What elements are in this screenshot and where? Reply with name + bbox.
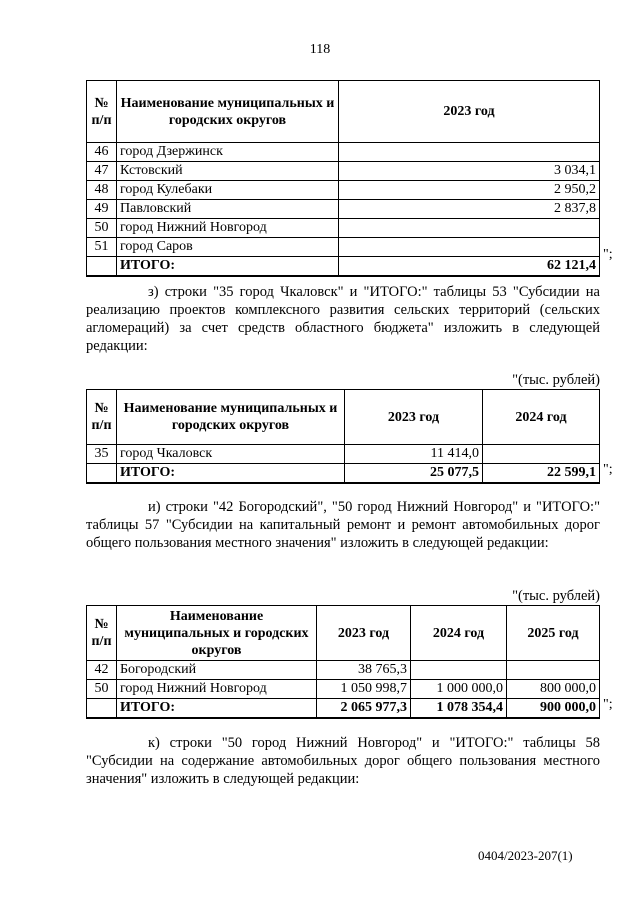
total-label: ИТОГО: [117, 699, 317, 719]
header-number: № п/п [87, 81, 117, 143]
table-3-closing-quote: "; [603, 697, 613, 712]
total-label: ИТОГО: [117, 257, 339, 277]
row-value [339, 219, 600, 238]
row-value-2023: 11 414,0 [345, 445, 483, 464]
table-row [87, 680, 600, 699]
paragraph-k [86, 734, 600, 788]
row-number: 51 [87, 238, 117, 257]
header-name: Наименование муниципальных и городских округов [117, 390, 345, 445]
total-number [87, 464, 117, 484]
row-value: 2 950,2 [339, 181, 600, 200]
row-number: 48 [87, 181, 117, 200]
paragraph-k-text: к) строки "50 город Нижний Новгород" и "ИТОГО:" таблицы 58 "Субсидии на содержание автомобильных дорог общего пользования местного значения" изложить в следующей редакции: [86, 735, 600, 787]
row-number: 42 [87, 661, 117, 680]
total-row [87, 257, 600, 277]
total-label: ИТОГО: [117, 464, 345, 484]
document-number: 0404/2023-207(1) [478, 848, 573, 863]
row-value-2025: 800 000,0 [507, 680, 600, 699]
header-number: № п/п [87, 606, 117, 661]
table-row [87, 238, 600, 257]
row-value-2024 [411, 661, 507, 680]
row-name: город Саров [117, 238, 339, 257]
total-number [87, 699, 117, 719]
unit-label-i: "(тыс. рублей) [512, 588, 600, 604]
row-value: 3 034,1 [339, 162, 600, 181]
header-name: Наименование муниципальных и городских округов [117, 606, 317, 661]
table-row [87, 143, 600, 162]
row-value [339, 238, 600, 257]
paragraph-i-text: и) строки "42 Богородский", "50 город Нижний Новгород" и "ИТОГО:" таблицы 57 "Субсидии на капитальный ремонт и ремонт автомобильных дорог общего пользования местного значения" изложить в следующей редакции: [86, 499, 600, 551]
row-number: 47 [87, 162, 117, 181]
page-number: 118 [309, 42, 331, 57]
row-name: город Нижний Новгород [117, 219, 339, 238]
paragraph-i [86, 498, 600, 552]
total-value-2023: 25 077,5 [345, 464, 483, 484]
table-row [87, 445, 600, 464]
table-2-closing-quote: "; [603, 462, 613, 477]
total-row [87, 464, 600, 484]
row-name: город Кулебаки [117, 181, 339, 200]
row-value-2023: 1 050 998,7 [317, 680, 411, 699]
table-row [87, 200, 600, 219]
header-2025: 2025 год [507, 606, 600, 661]
total-value: 62 121,4 [339, 257, 600, 277]
table-2 [86, 389, 600, 484]
row-name: Кстовский [117, 162, 339, 181]
row-name: город Нижний Новгород [117, 680, 317, 699]
row-name: Богородский [117, 661, 317, 680]
row-number: 49 [87, 200, 117, 219]
header-2023: 2023 год [317, 606, 411, 661]
table-1-closing-quote: "; [603, 247, 613, 262]
row-value-2023: 38 765,3 [317, 661, 411, 680]
header-number: № п/п [87, 390, 117, 445]
total-value-2023: 2 065 977,3 [317, 699, 411, 719]
header-2023: 2023 год [339, 81, 600, 143]
table-3 [86, 605, 600, 719]
table-row [87, 661, 600, 680]
total-number [87, 257, 117, 277]
header-2024: 2024 год [483, 390, 600, 445]
table-row [87, 162, 600, 181]
row-number: 50 [87, 680, 117, 699]
row-value: 2 837,8 [339, 200, 600, 219]
header-2023: 2023 год [345, 390, 483, 445]
row-number: 46 [87, 143, 117, 162]
unit-label-z: "(тыс. рублей) [512, 372, 600, 388]
row-value-2024: 1 000 000,0 [411, 680, 507, 699]
header-name: Наименование муниципальных и городских округов [117, 81, 339, 143]
total-row [87, 699, 600, 719]
row-name: город Дзержинск [117, 143, 339, 162]
row-number: 50 [87, 219, 117, 238]
row-name: город Чкаловск [117, 445, 345, 464]
paragraph-z-text: з) строки "35 город Чкаловск" и "ИТОГО:" таблицы 53 "Субсидии на реализацию проектов комплексного развития сельских территорий (сельских агломераций) за счет средств областного бюджета" изложить в следующей редакции: [86, 284, 600, 354]
row-value-2025 [507, 661, 600, 680]
total-value-2024: 22 599,1 [483, 464, 600, 484]
table-row [87, 181, 600, 200]
row-value [339, 143, 600, 162]
row-number: 35 [87, 445, 117, 464]
header-2024: 2024 год [411, 606, 507, 661]
row-name: Павловский [117, 200, 339, 219]
total-value-2024: 1 078 354,4 [411, 699, 507, 719]
paragraph-z [86, 283, 600, 355]
total-value-2025: 900 000,0 [507, 699, 600, 719]
row-value-2024 [483, 445, 600, 464]
table-1 [86, 80, 600, 277]
table-row [87, 219, 600, 238]
